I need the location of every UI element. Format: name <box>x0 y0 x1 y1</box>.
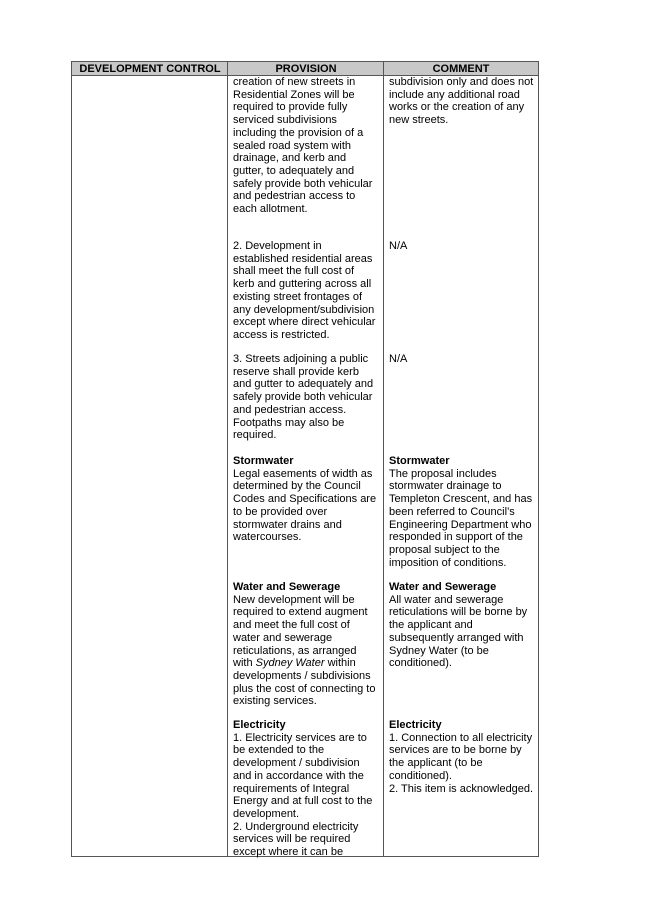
provision-stormwater-text: Legal easements of width as determined by the Council Codes and Specifications are to be provided over stormwater drains and watercourses. <box>233 467 377 544</box>
comment-electricity <box>389 719 533 795</box>
provision-stormwater-heading: Stormwater <box>233 455 294 467</box>
provision-electricity-heading: Electricity <box>233 719 286 731</box>
comment-paragraph-2: N/A <box>389 240 408 252</box>
comment-water-sewerage <box>389 581 527 670</box>
comment-water-text: All water and sewerage reticulations will be borne by the applicant and subsequently arranged with Sydney Water (to be conditioned). <box>389 593 528 670</box>
comment-paragraph-1: subdivision only and does not include any additional road works or the creation of any new streets. <box>389 76 534 127</box>
provision-electricity-text: 1. Electricity services are to be extended to the development / subdivision and in accordance with the requirements of Integral Energy and at full cost to the development. 2. Underground electricity services will be required except where it can be <box>233 731 373 859</box>
provision-water-text-continued: within developments / subdivisions plus the cost of connecting to existing services. <box>233 657 376 708</box>
comment-water-heading: Water and Sewerage <box>389 581 497 593</box>
provision-water-text: New development will be required to extend augment and meet the full cost of water and sewerage reticulations, as arranged with <box>233 593 368 670</box>
provision-paragraph-3: 3. Streets adjoining a public reserve shall provide kerb and gutter to adequately and safely provide both vehicular and pedestrian access. Footpaths may also be required. <box>233 353 374 442</box>
comment-stormwater-heading: Stormwater <box>389 455 450 467</box>
provision-stormwater <box>233 455 376 544</box>
provision-water-sewerage <box>233 581 375 708</box>
header-provision: PROVISION <box>275 63 337 75</box>
table-header <box>72 62 538 76</box>
sydney-water-italic: Sydney Water <box>255 657 325 670</box>
provision-electricity <box>233 719 372 859</box>
comment-paragraph-3: N/A <box>389 353 408 365</box>
provision-water-heading: Water and Sewerage <box>233 581 341 593</box>
provision-paragraph-1: creation of new streets in Residential Zones will be required to provide fully serviced subdivisions including the provision of a sealed road system with drainage, and kerb and gutter, to adequately and safely provide both vehicular and pedestrian access to each allotment. <box>233 76 373 216</box>
comment-electricity-text: 1. Connection to all electricity services are to be borne by the applicant (to be conditioned). 2. This item is acknowledged. <box>389 731 534 795</box>
column-divider <box>383 62 384 856</box>
development-control-table <box>71 61 539 857</box>
comment-electricity-heading: Electricity <box>389 719 442 731</box>
header-development-control: DEVELOPMENT CONTROL <box>79 63 221 75</box>
comment-stormwater <box>389 455 532 569</box>
column-divider <box>227 62 228 856</box>
comment-stormwater-text: The proposal includes stormwater drainage to Templeton Crescent, and has been referred to Council’s Engineering Department who responded in support of the proposal subject to the imposition of conditions. <box>389 467 533 569</box>
header-comment: COMMENT <box>432 63 490 75</box>
provision-paragraph-2: 2. Development in established residential areas shall meet the full cost of kerb and guttering across all existing street frontages of any development/subdivision except where direct vehicular access is restricted. <box>233 240 376 341</box>
